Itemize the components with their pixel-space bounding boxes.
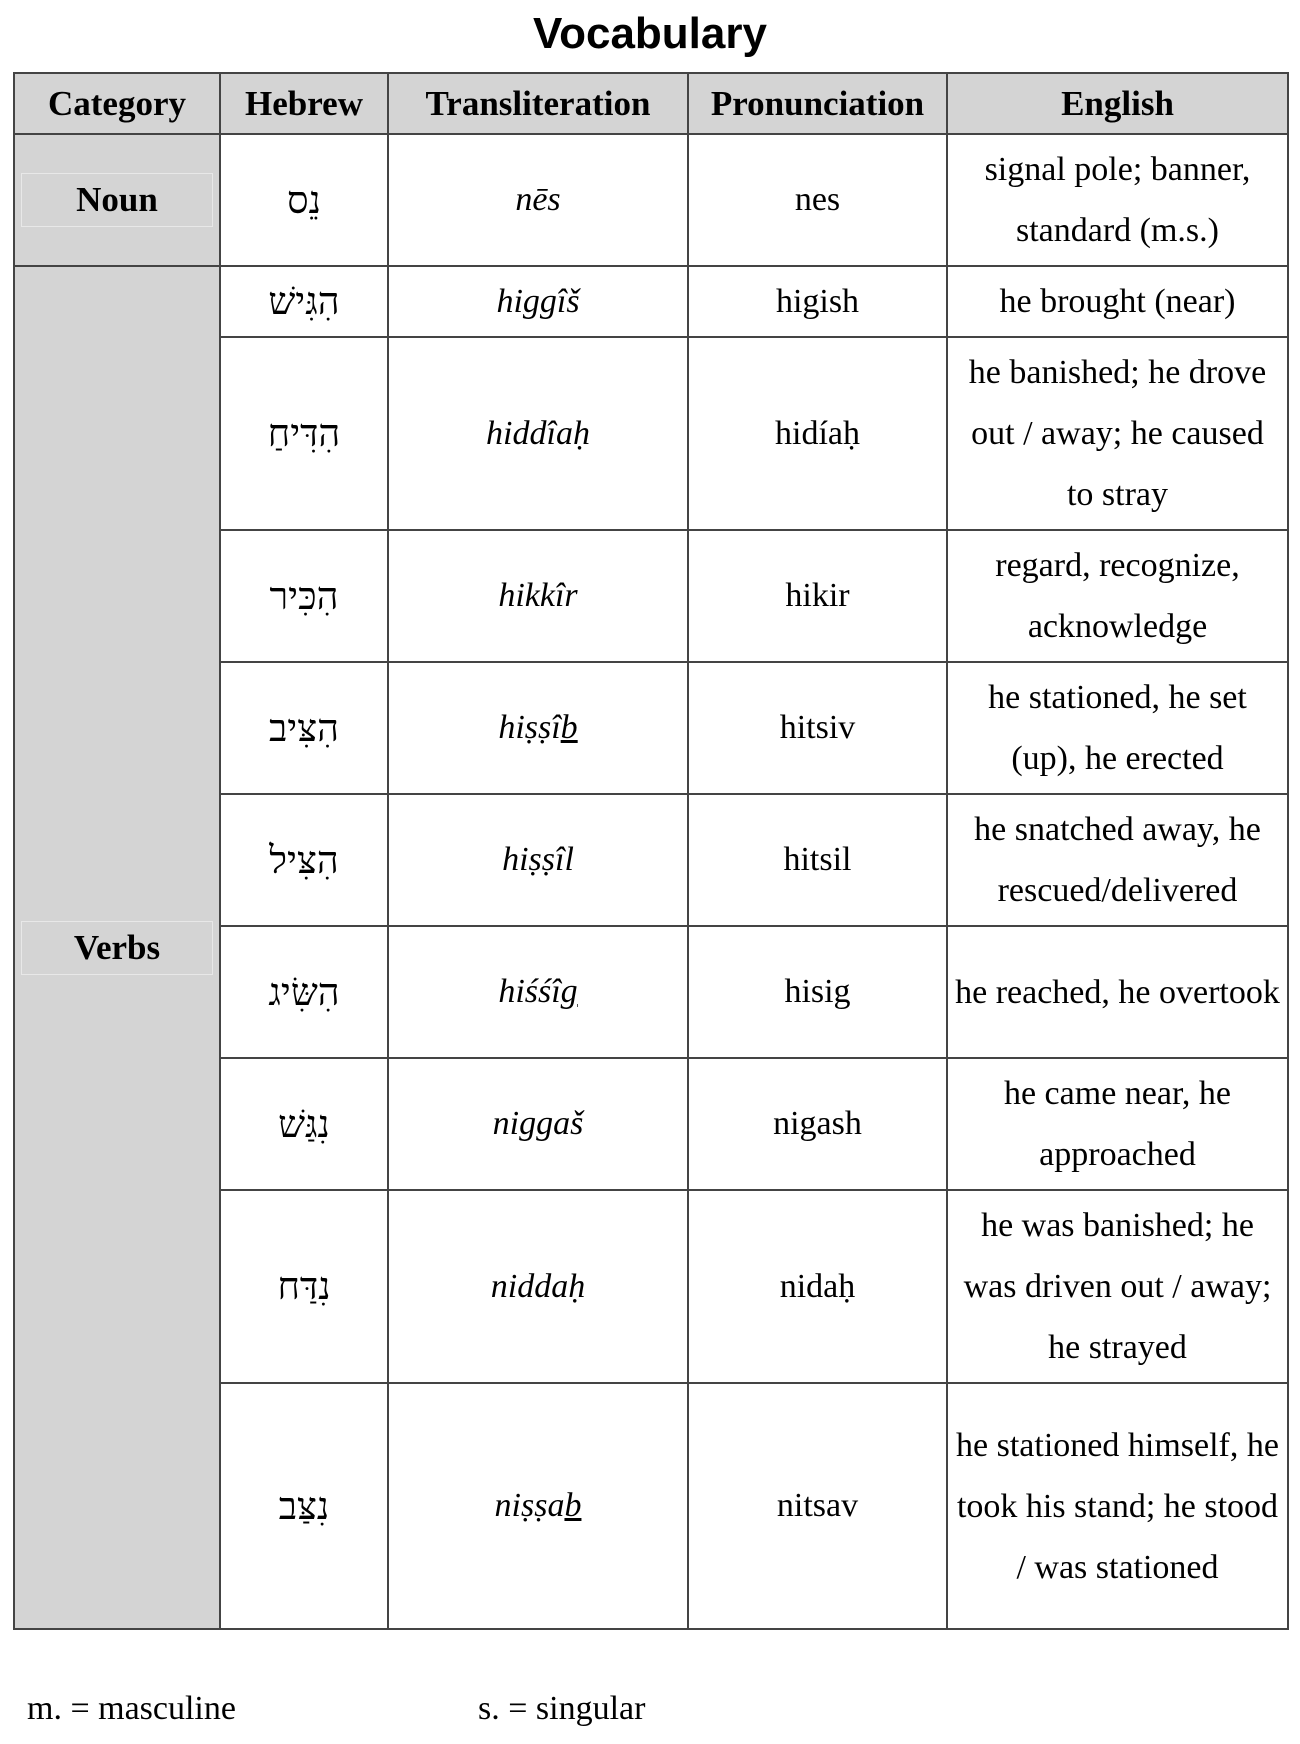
transliteration-cell: [388, 662, 688, 794]
english-cell: he banished; he drove out / away; he caused to stray: [947, 337, 1288, 530]
transliteration-cell: [388, 134, 688, 266]
pronunciation-cell: nidaḥ: [688, 1190, 947, 1383]
hebrew-cell: נִגַּשׁ: [220, 1058, 388, 1190]
transliteration-underlined: g: [560, 973, 578, 1010]
category-label: Noun: [21, 173, 213, 227]
header-pronunciation: Pronunciation: [688, 73, 947, 134]
transliteration-cell: [388, 337, 688, 530]
table-row: [14, 266, 1288, 337]
english-cell: he reached, he overtook: [947, 926, 1288, 1058]
pronunciation-cell: hidíaḥ: [688, 337, 947, 530]
hebrew-cell: הִצִּיל: [220, 794, 388, 926]
transliteration-text: hiśśî: [498, 973, 561, 1010]
header-english: English: [947, 73, 1288, 134]
transliteration-text: niṣṣa: [494, 1487, 565, 1524]
transliteration-text: higgîš: [496, 282, 580, 320]
pronunciation-cell: nes: [688, 134, 947, 266]
table-row: [14, 134, 1288, 266]
transliteration-underlined: b: [564, 1487, 582, 1524]
transliteration-cell: [388, 530, 688, 662]
pronunciation-cell: hikir: [688, 530, 947, 662]
pronunciation-cell: hisig: [688, 926, 947, 1058]
english-cell: regard, recognize, acknowledge: [947, 530, 1288, 662]
transliteration-text: hiṣṣî: [498, 709, 561, 746]
transliteration-cell: [388, 1383, 688, 1629]
hebrew-cell: נִדַּח: [220, 1190, 388, 1383]
header-hebrew: Hebrew: [220, 73, 388, 134]
transliteration-text: hiṣṣîl: [502, 841, 574, 878]
english-cell: signal pole; banner, standard (m.s.): [947, 134, 1288, 266]
pronunciation-cell: higish: [688, 266, 947, 337]
hebrew-cell: הִצִּיב: [220, 662, 388, 794]
category-noun: [14, 134, 220, 266]
transliteration-underlined: b: [560, 709, 578, 746]
header-transliteration: Transliteration: [388, 73, 688, 134]
transliteration-cell: [388, 1190, 688, 1383]
footnote-masculine: m. = masculine: [27, 1690, 236, 1727]
hebrew-cell: נִצַּב: [220, 1383, 388, 1629]
transliteration-text: niggaš: [492, 1105, 584, 1142]
transliteration-cell: [388, 1058, 688, 1190]
pronunciation-cell: hitsil: [688, 794, 947, 926]
transliteration-text: hikkîr: [498, 577, 578, 614]
transliteration-text: hiddîaḥ: [486, 414, 590, 452]
category-label: Verbs: [21, 921, 213, 975]
transliteration-text: niddaḥ: [490, 1267, 586, 1305]
page-title: Vocabulary: [533, 9, 767, 58]
hebrew-cell: הִכִּיר: [220, 530, 388, 662]
table-header-row: [14, 73, 1288, 134]
transliteration-cell: [388, 266, 688, 337]
transliteration-cell: [388, 794, 688, 926]
transliteration-text: nēs: [515, 181, 561, 218]
pronunciation-cell: nitsav: [688, 1383, 947, 1629]
hebrew-cell: הִדִּיחַ: [220, 337, 388, 530]
transliteration-cell: [388, 926, 688, 1058]
english-cell: he came near, he approached: [947, 1058, 1288, 1190]
hebrew-cell: נֵס: [220, 134, 388, 266]
hebrew-cell: הִשִּׂיג: [220, 926, 388, 1058]
english-cell: he snatched away, he rescued/delivered: [947, 794, 1288, 926]
english-cell: he brought (near): [947, 266, 1288, 337]
pronunciation-cell: hitsiv: [688, 662, 947, 794]
category-verbs: [14, 266, 220, 1629]
vocabulary-table: [13, 72, 1289, 1630]
pronunciation-cell: nigash: [688, 1058, 947, 1190]
footnote-singular: s. = singular: [478, 1690, 646, 1727]
english-cell: he was banished; he was driven out / away; he strayed: [947, 1190, 1288, 1383]
english-cell: he stationed himself, he took his stand; he stood / was stationed: [947, 1383, 1288, 1629]
hebrew-cell: הִגִּישׁ: [220, 266, 388, 337]
english-cell: he stationed, he set (up), he erected: [947, 662, 1288, 794]
header-category: Category: [14, 73, 220, 134]
